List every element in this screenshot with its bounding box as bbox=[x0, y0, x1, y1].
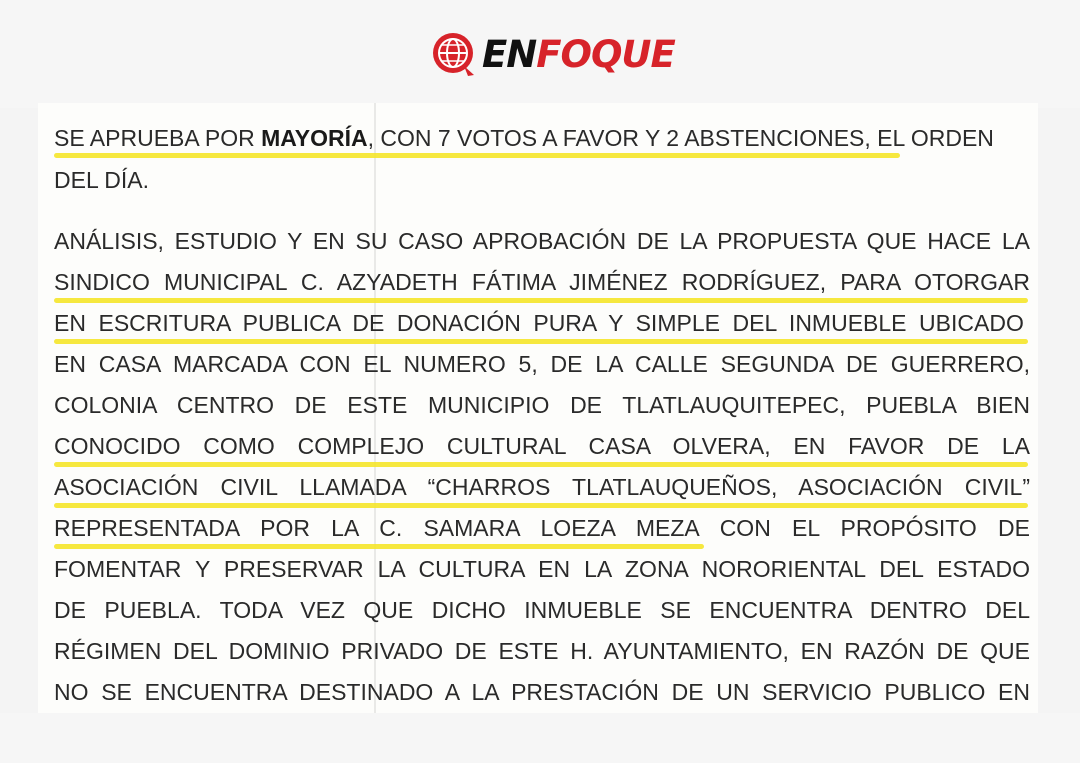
highlight-mark bbox=[54, 503, 1028, 508]
highlight-mark bbox=[54, 153, 900, 158]
line-text: NO SE ENCUENTRA DESTINADO A LA PRESTACIÓN DE UN SERVICIO PUBLICO EN bbox=[54, 679, 1030, 705]
line-text: EN ESCRITURA PUBLICA DE DONACIÓN PURA Y SIMPLE DEL INMUEBLE UBICADO bbox=[54, 310, 1024, 336]
document-line bbox=[54, 431, 1030, 461]
brand-name-part1: EN bbox=[482, 32, 537, 76]
line-text: RÉGIMEN DEL DOMINIO PRIVADO DE ESTE H. AYUNTAMIENTO, EN RAZÓN DE QUE bbox=[54, 638, 1030, 664]
document-line bbox=[54, 513, 1030, 543]
document-line bbox=[54, 595, 1030, 625]
brand-wordmark bbox=[482, 32, 675, 76]
document-line bbox=[54, 267, 1030, 297]
bold-word: MAYORÍA bbox=[261, 125, 368, 151]
line-text: EN CASA MARCADA CON EL NUMERO 5, DE LA CALLE SEGUNDA DE GUERRERO, bbox=[54, 351, 1030, 377]
line-text: REPRESENTADA POR LA C. SAMARA LOEZA MEZA CON EL PROPÓSITO DE bbox=[54, 515, 1030, 541]
line-text: FOMENTAR Y PRESERVAR LA CULTURA EN LA ZONA NORORIENTAL DEL ESTADO bbox=[54, 556, 1030, 582]
line-text: SINDICO MUNICIPAL C. AZYADETH FÁTIMA JIMÉNEZ RODRÍGUEZ, PARA OTORGAR bbox=[54, 269, 1030, 295]
document-line bbox=[54, 165, 1030, 195]
document-line bbox=[54, 554, 1030, 584]
document-line bbox=[54, 390, 1030, 420]
line-text: DEL DÍA. bbox=[54, 167, 150, 193]
footer-band bbox=[0, 713, 1080, 763]
document-line bbox=[54, 636, 1030, 666]
header-bar bbox=[0, 0, 1080, 108]
document-line bbox=[54, 308, 1030, 338]
highlight-mark bbox=[54, 544, 704, 549]
document-line bbox=[54, 472, 1030, 502]
line-text: CONOCIDO COMO COMPLEJO CULTURAL CASA OLVERA, EN FAVOR DE LA bbox=[54, 433, 1030, 459]
line-text: DE PUEBLA. TODA VEZ QUE DICHO INMUEBLE SE ENCUENTRA DENTRO DEL bbox=[54, 597, 1030, 623]
highlight-mark bbox=[54, 339, 1028, 344]
globe-q-icon bbox=[430, 30, 478, 78]
document-line bbox=[54, 677, 1030, 707]
scanned-document bbox=[38, 103, 1038, 713]
line-text: , CON 7 VOTOS A FAVOR Y 2 ABSTENCIONES, EL ORDEN bbox=[367, 125, 994, 151]
line-text: ASOCIACIÓN CIVIL LLAMADA “CHARROS TLATLAUQUEÑOS, ASOCIACIÓN CIVIL” bbox=[54, 474, 1030, 500]
highlight-mark bbox=[54, 298, 1028, 303]
enfoque-logo[interactable] bbox=[430, 30, 675, 78]
line-text: COLONIA CENTRO DE ESTE MUNICIPIO DE TLATLAUQUITEPEC, PUEBLA BIEN bbox=[54, 392, 1030, 418]
document-line bbox=[54, 226, 1030, 256]
line-text: ANÁLISIS, ESTUDIO Y EN SU CASO APROBACIÓN DE LA PROPUESTA QUE HACE LA bbox=[54, 228, 1030, 254]
document-line bbox=[54, 349, 1030, 379]
brand-name-part2: FOQUE bbox=[536, 32, 675, 76]
line-text: SE APRUEBA POR bbox=[54, 125, 262, 151]
highlight-mark bbox=[54, 462, 1028, 467]
document-line bbox=[54, 123, 1030, 153]
